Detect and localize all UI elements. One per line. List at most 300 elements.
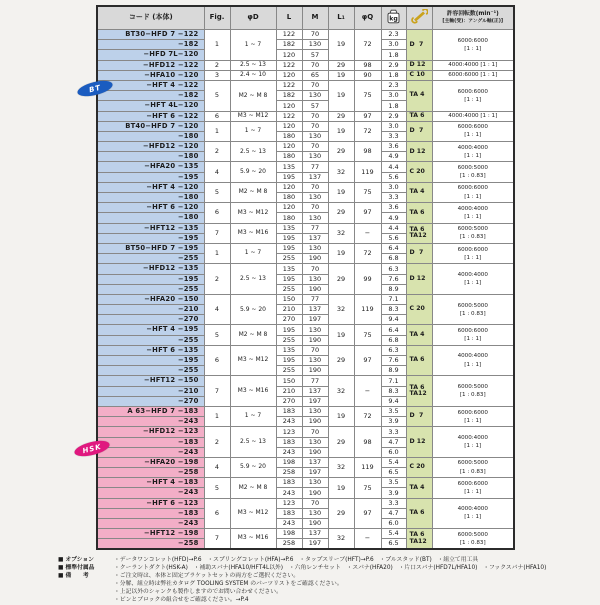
rpm-cell: 6000:6000 [1 : 1]	[432, 243, 514, 263]
fig-cell: 1	[204, 30, 230, 61]
rpm-cell: 4000:4000 [1 : 1]	[432, 60, 514, 70]
note-remark-4: ・ピンとブロックの組合せをご確認ください。→P.4	[114, 596, 249, 603]
tool-code-cell: C 20	[406, 162, 432, 182]
code-cell: −HFD12 −123	[97, 427, 204, 437]
length-l-cell: 183	[276, 406, 302, 416]
length-l-cell: 270	[276, 396, 302, 406]
length-m-cell: 70	[302, 111, 328, 121]
note-accessories-text: ・クーラントダクト(HSK-A) ・補助スパナ(HFA10/HFT4L以外) ・六角レンチセット ・スパナ(HFA20) ・片口スパナ(HFD7L/HFA10) ・フックスパナ(HFA10)	[114, 564, 547, 571]
code-cell: −HFT 4 −183	[97, 478, 204, 488]
code-cell: −HFD12 −120	[97, 142, 204, 152]
length-l-cell: 135	[276, 264, 302, 274]
length-l-cell: 180	[276, 213, 302, 223]
code-cell: −HFD12 −135	[97, 264, 204, 274]
length-m-cell: 137	[302, 529, 328, 539]
table-row	[97, 264, 514, 274]
footnotes	[58, 557, 558, 605]
length-l1-cell: 32	[328, 529, 354, 549]
mass-kg-cell: 4.9	[381, 213, 406, 223]
rpm-header-title: 許容回転数(min⁻¹)	[446, 11, 499, 18]
length-m-cell: 130	[302, 40, 328, 50]
diameter-q-cell: 72	[354, 243, 381, 263]
length-m-cell: 70	[302, 121, 328, 131]
length-m-cell: 130	[302, 325, 328, 335]
code-cell: −180	[97, 213, 204, 223]
col-header-mass	[381, 6, 406, 30]
code-cell: −255	[97, 254, 204, 264]
mass-kg-cell: 4.4	[381, 162, 406, 172]
mass-kg-cell: 8.9	[381, 284, 406, 294]
length-l-cell: 120	[276, 121, 302, 131]
code-cell: A 63−HFD 7 −183	[97, 406, 204, 416]
length-m-cell: 130	[302, 406, 328, 416]
tool-code-cell: D 12	[406, 264, 432, 295]
table-row	[97, 162, 514, 172]
diameter-range-cell: M2 ~ M 8	[230, 80, 276, 111]
rpm-cell: 4000:4000 [1 : 1]	[432, 427, 514, 458]
length-l-cell: 123	[276, 427, 302, 437]
length-l-cell: 180	[276, 152, 302, 162]
code-cell: −HFT 6 −120	[97, 203, 204, 213]
col-header-fig: Fig.	[204, 6, 230, 30]
length-m-cell: 137	[302, 172, 328, 182]
length-m-cell: 130	[302, 274, 328, 284]
table-row	[97, 70, 514, 80]
length-m-cell: 137	[302, 386, 328, 396]
table-row	[97, 111, 514, 121]
code-cell: −270	[97, 396, 204, 406]
length-l1-cell: 19	[328, 478, 354, 498]
mass-kg-cell: 5.4	[381, 457, 406, 467]
mass-kg-cell: 4.7	[381, 437, 406, 447]
length-l-cell: 258	[276, 468, 302, 478]
mass-kg-cell: 3.6	[381, 142, 406, 152]
tool-code-cell: TA 4	[406, 182, 432, 202]
rpm-header-subtitle: [主軸(受)：アングル軸(正)]	[442, 18, 504, 24]
length-l-cell: 195	[276, 243, 302, 253]
tool-code-cell: D 12	[406, 60, 432, 70]
tool-code-cell: TA 4	[406, 80, 432, 111]
mass-kg-cell: 3.9	[381, 488, 406, 498]
length-l1-cell: 32	[328, 376, 354, 407]
col-header-length: L	[276, 6, 302, 30]
diameter-range-cell: 1 ~ 7	[230, 243, 276, 263]
mass-kg-cell: 3.3	[381, 193, 406, 203]
diameter-q-cell: 98	[354, 60, 381, 70]
mass-kg-cell: 6.4	[381, 243, 406, 253]
length-m-cell: 197	[302, 396, 328, 406]
length-l-cell: 243	[276, 519, 302, 529]
mass-kg-cell: 3.9	[381, 417, 406, 427]
diameter-q-cell: −	[354, 529, 381, 549]
length-m-cell: 130	[302, 356, 328, 366]
tool-code-cell: TA 6	[406, 111, 432, 121]
length-l-cell: 122	[276, 60, 302, 70]
mass-kg-cell: 3.3	[381, 498, 406, 508]
fig-cell: 4	[204, 457, 230, 477]
length-l-cell: 122	[276, 111, 302, 121]
diameter-range-cell: 2.5 ~ 13	[230, 60, 276, 70]
diameter-range-cell: M3 ~ M16	[230, 529, 276, 549]
length-m-cell: 130	[302, 91, 328, 101]
code-cell: BT30−HFD 7 −122	[97, 30, 204, 40]
table-row	[97, 80, 514, 90]
table-row	[97, 376, 514, 386]
length-m-cell: 197	[302, 315, 328, 325]
fig-cell: 5	[204, 80, 230, 111]
length-l1-cell: 19	[328, 121, 354, 141]
diameter-q-cell: 75	[354, 325, 381, 345]
length-m-cell: 77	[302, 162, 328, 172]
table-row	[97, 478, 514, 488]
code-cell: −180	[97, 152, 204, 162]
code-cell: −HFT 6 −122	[97, 111, 204, 121]
col-header-code: コード (本体)	[97, 6, 204, 30]
rpm-cell: 6000:6000 [1 : 1]	[432, 121, 514, 141]
wrench-icon	[411, 18, 428, 26]
length-l-cell: 135	[276, 223, 302, 233]
tool-code-cell: D 7	[406, 406, 432, 426]
length-l-cell: 210	[276, 305, 302, 315]
length-l1-cell: 29	[328, 345, 354, 376]
mass-kg-cell: 8.3	[381, 305, 406, 315]
code-cell: −HFT12 −198	[97, 529, 204, 539]
length-l-cell: 120	[276, 182, 302, 192]
code-cell: −HFT12 −135	[97, 223, 204, 233]
diameter-range-cell: 1 ~ 7	[230, 406, 276, 426]
diameter-q-cell: 97	[354, 498, 381, 529]
length-m-cell: 130	[302, 193, 328, 203]
length-m-cell: 70	[302, 427, 328, 437]
length-l-cell: 120	[276, 70, 302, 80]
mass-kg-cell: 9.4	[381, 315, 406, 325]
fig-cell: 1	[204, 121, 230, 141]
length-m-cell: 190	[302, 447, 328, 457]
diameter-q-cell: 72	[354, 121, 381, 141]
length-m-cell: 65	[302, 70, 328, 80]
length-l1-cell: 19	[328, 243, 354, 263]
diameter-q-cell: 97	[354, 111, 381, 121]
tool-code-cell: TA 6 TA12	[406, 376, 432, 407]
rpm-cell: 6000:5000 [1 : 0.83]	[432, 162, 514, 182]
fig-cell: 3	[204, 70, 230, 80]
code-cell: −HFT 4 −120	[97, 182, 204, 192]
length-l-cell: 120	[276, 203, 302, 213]
mass-kg-cell: 2.3	[381, 80, 406, 90]
length-l1-cell: 19	[328, 406, 354, 426]
mass-kg-cell: 3.5	[381, 478, 406, 488]
length-l1-cell: 29	[328, 498, 354, 529]
length-l-cell: 182	[276, 91, 302, 101]
code-cell: −195	[97, 274, 204, 284]
mass-kg-cell: 3.6	[381, 203, 406, 213]
length-l1-cell: 29	[328, 264, 354, 295]
length-l-cell: 243	[276, 488, 302, 498]
diameter-q-cell: 97	[354, 345, 381, 376]
code-cell: −210	[97, 305, 204, 315]
length-l-cell: 183	[276, 478, 302, 488]
length-l-cell: 150	[276, 376, 302, 386]
length-l1-cell: 19	[328, 30, 354, 61]
mass-kg-cell: 6.3	[381, 345, 406, 355]
length-m-cell: 77	[302, 294, 328, 304]
length-l-cell: 183	[276, 437, 302, 447]
svg-text:kg: kg	[389, 15, 398, 23]
tool-code-cell: TA 6	[406, 498, 432, 529]
code-cell: −195	[97, 356, 204, 366]
fig-cell: 1	[204, 243, 230, 263]
length-m-cell: 130	[302, 152, 328, 162]
length-l1-cell: 32	[328, 294, 354, 325]
note-remarks-label: ■ 備 考	[58, 572, 89, 579]
length-l1-cell: 19	[328, 80, 354, 111]
length-l-cell: 122	[276, 80, 302, 90]
note-accessories	[58, 565, 558, 573]
length-m-cell: 190	[302, 335, 328, 345]
length-m-cell: 70	[302, 203, 328, 213]
code-cell: −HFT12 −150	[97, 376, 204, 386]
mass-kg-cell: 6.5	[381, 468, 406, 478]
length-l-cell: 135	[276, 162, 302, 172]
mass-kg-cell: 1.8	[381, 101, 406, 111]
diameter-range-cell: 2.5 ~ 13	[230, 142, 276, 162]
mass-kg-cell: 8.3	[381, 386, 406, 396]
length-l-cell: 180	[276, 193, 302, 203]
code-cell: −HFT 4 −122	[97, 80, 204, 90]
rpm-cell: 6000:6000 [1 : 1]	[432, 30, 514, 61]
mass-kg-cell: 3.3	[381, 427, 406, 437]
length-l1-cell: 32	[328, 457, 354, 477]
table-row	[97, 30, 514, 40]
mass-kg-cell: 6.0	[381, 519, 406, 529]
tool-code-cell: TA 6	[406, 345, 432, 376]
code-cell: −255	[97, 335, 204, 345]
length-l-cell: 255	[276, 254, 302, 264]
length-m-cell: 70	[302, 142, 328, 152]
length-l1-cell: 29	[328, 142, 354, 162]
mass-kg-cell: 4.7	[381, 508, 406, 518]
tool-code-cell: C 10	[406, 70, 432, 80]
table-row	[97, 182, 514, 192]
diameter-q-cell: −	[354, 376, 381, 407]
length-l-cell: 270	[276, 315, 302, 325]
diameter-range-cell: 5.9 ~ 20	[230, 162, 276, 182]
diameter-range-cell: M3 ~ M16	[230, 223, 276, 243]
mass-kg-cell: 3.0	[381, 182, 406, 192]
length-l1-cell: 19	[328, 325, 354, 345]
length-l-cell: 195	[276, 233, 302, 243]
diameter-q-cell: 119	[354, 162, 381, 182]
note-options-label: ■ オプション	[58, 557, 94, 563]
diameter-q-cell: 75	[354, 80, 381, 111]
code-cell: −183	[97, 508, 204, 518]
fig-cell: 2	[204, 427, 230, 458]
mass-kg-cell: 6.8	[381, 335, 406, 345]
code-cell: BT50−HFD 7 −195	[97, 243, 204, 253]
length-l-cell: 255	[276, 335, 302, 345]
length-m-cell: 70	[302, 345, 328, 355]
fig-cell: 7	[204, 376, 230, 407]
rpm-cell: 6000:5000 [1 : 0.83]	[432, 376, 514, 407]
diameter-q-cell: 75	[354, 478, 381, 498]
fig-cell: 2	[204, 60, 230, 70]
diameter-range-cell: M2 ~ M 8	[230, 478, 276, 498]
rpm-cell: 4000:4000 [1 : 1]	[432, 111, 514, 121]
length-m-cell: 197	[302, 468, 328, 478]
mass-kg-cell: 1.8	[381, 70, 406, 80]
fig-cell: 5	[204, 478, 230, 498]
rpm-cell: 6000:5000 [1 : 0.83]	[432, 457, 514, 477]
tool-code-cell: TA 6	[406, 203, 432, 223]
table-header	[97, 6, 514, 30]
code-cell: −243	[97, 488, 204, 498]
diameter-range-cell: M3 ~ M12	[230, 345, 276, 376]
note-options	[58, 557, 558, 565]
length-l1-cell: 19	[328, 182, 354, 202]
spec-table	[96, 5, 515, 550]
length-l-cell: 120	[276, 50, 302, 60]
length-m-cell: 190	[302, 254, 328, 264]
diameter-q-cell: 72	[354, 406, 381, 426]
fig-cell: 6	[204, 203, 230, 223]
rpm-cell: 4000:4000 [1 : 1]	[432, 264, 514, 295]
code-cell: −182	[97, 91, 204, 101]
fig-cell: 6	[204, 345, 230, 376]
mass-kg-cell: 7.6	[381, 356, 406, 366]
length-l-cell: 198	[276, 457, 302, 467]
tool-code-cell: TA 6 TA12	[406, 529, 432, 549]
col-header-diameter: φD	[230, 6, 276, 30]
length-m-cell: 70	[302, 60, 328, 70]
length-m-cell: 77	[302, 223, 328, 233]
diameter-range-cell: M3 ~ M12	[230, 203, 276, 223]
length-m-cell: 137	[302, 305, 328, 315]
length-l-cell: 120	[276, 142, 302, 152]
diameter-q-cell: 119	[354, 457, 381, 477]
length-l-cell: 195	[276, 325, 302, 335]
tool-code-cell: D 12	[406, 427, 432, 458]
length-m-cell: 137	[302, 457, 328, 467]
diameter-range-cell: 2.4 ~ 10	[230, 70, 276, 80]
table-row	[97, 325, 514, 335]
table-row	[97, 60, 514, 70]
mass-kg-cell: 6.5	[381, 539, 406, 549]
tool-code-cell: D 7	[406, 243, 432, 263]
code-cell: −243	[97, 447, 204, 457]
diameter-q-cell: 99	[354, 264, 381, 295]
fig-cell: 7	[204, 529, 230, 549]
table-body	[97, 30, 514, 550]
fig-cell: 1	[204, 406, 230, 426]
rpm-cell: 6000:6000 [1 : 1]	[432, 325, 514, 345]
length-m-cell: 190	[302, 366, 328, 376]
table-row	[97, 121, 514, 131]
code-cell: −255	[97, 366, 204, 376]
rpm-cell: 6000:6000 [1 : 1]	[432, 478, 514, 498]
mass-kg-cell: 1.8	[381, 50, 406, 60]
tool-code-cell: TA 4	[406, 325, 432, 345]
length-l-cell: 195	[276, 274, 302, 284]
table-row	[97, 529, 514, 539]
table-row	[97, 142, 514, 152]
length-m-cell: 130	[302, 437, 328, 447]
length-l1-cell: 19	[328, 70, 354, 80]
mass-kg-cell: 3.5	[381, 406, 406, 416]
mass-kg-cell: 5.6	[381, 172, 406, 182]
length-m-cell: 190	[302, 284, 328, 294]
mass-kg-cell: 4.9	[381, 152, 406, 162]
note-remark-3: ・上記以外のシャンクも製作しますのでお問い合わせください。	[114, 588, 282, 595]
diameter-range-cell: M3 ~ M12	[230, 111, 276, 121]
tool-code-cell: D 7	[406, 121, 432, 141]
rpm-cell: 6000:5000 [1 : 0.83]	[432, 223, 514, 243]
diameter-range-cell: 5.9 ~ 20	[230, 457, 276, 477]
fig-cell: 6	[204, 498, 230, 529]
tool-code-cell: C 20	[406, 457, 432, 477]
diameter-q-cell: 119	[354, 294, 381, 325]
mass-kg-cell: 2.9	[381, 60, 406, 70]
note-options-text: ・データワンコレット(HFD)→P.6 ・スプリングコレット(HFA)→P.6 ・タップスリーブ(HFT)→P.6 ・プルスタッド(BT) ・組立て用工具	[114, 557, 479, 563]
code-cell: −210	[97, 386, 204, 396]
mass-kg-cell: 5.6	[381, 233, 406, 243]
length-m-cell: 130	[302, 478, 328, 488]
length-m-cell: 137	[302, 233, 328, 243]
length-l1-cell: 29	[328, 427, 354, 458]
tool-code-cell: D 12	[406, 142, 432, 162]
code-cell: −HFD12 −122	[97, 60, 204, 70]
col-header-m: M	[302, 6, 328, 30]
mass-kg-cell: 7.1	[381, 376, 406, 386]
code-cell: −258	[97, 539, 204, 549]
length-l-cell: 255	[276, 284, 302, 294]
diameter-q-cell: −	[354, 223, 381, 243]
table-row	[97, 406, 514, 416]
diameter-range-cell: 1 ~ 7	[230, 121, 276, 141]
diameter-q-cell: 90	[354, 70, 381, 80]
length-l-cell: 255	[276, 366, 302, 376]
code-cell: −255	[97, 284, 204, 294]
mass-kg-cell: 6.8	[381, 254, 406, 264]
code-cell: −243	[97, 417, 204, 427]
fig-cell: 2	[204, 142, 230, 162]
code-cell: −HFA20 −135	[97, 162, 204, 172]
diameter-range-cell: 5.9 ~ 20	[230, 294, 276, 325]
code-cell: −HFT 4L−120	[97, 101, 204, 111]
rpm-cell: 6000:6000 [1 : 1]	[432, 182, 514, 202]
diameter-q-cell: 98	[354, 142, 381, 162]
diameter-range-cell: 1 ~ 7	[230, 30, 276, 61]
length-l1-cell: 29	[328, 60, 354, 70]
mass-kg-cell: 3.0	[381, 40, 406, 50]
length-m-cell: 197	[302, 539, 328, 549]
table-row	[97, 203, 514, 213]
code-cell: −180	[97, 131, 204, 141]
col-header-l1: L₁	[328, 6, 354, 30]
length-l-cell: 243	[276, 417, 302, 427]
mass-kg-cell: 3.0	[381, 91, 406, 101]
code-cell: −HFA10 −120	[97, 70, 204, 80]
rpm-cell: 6000:5000 [1 : 0.83]	[432, 529, 514, 549]
note-remark-2: ・分解、組立時は弊社カタログ TOOLING SYSTEM のパーツリストをご確認ください。	[114, 580, 343, 587]
code-cell: −258	[97, 468, 204, 478]
length-m-cell: 70	[302, 264, 328, 274]
code-cell: −243	[97, 519, 204, 529]
rpm-cell: 4000:4000 [1 : 1]	[432, 498, 514, 529]
diameter-range-cell: 2.5 ~ 13	[230, 264, 276, 295]
code-cell: −HFD 7L−120	[97, 50, 204, 60]
length-l-cell: 243	[276, 447, 302, 457]
rpm-cell: 4000:4000 [1 : 1]	[432, 203, 514, 223]
